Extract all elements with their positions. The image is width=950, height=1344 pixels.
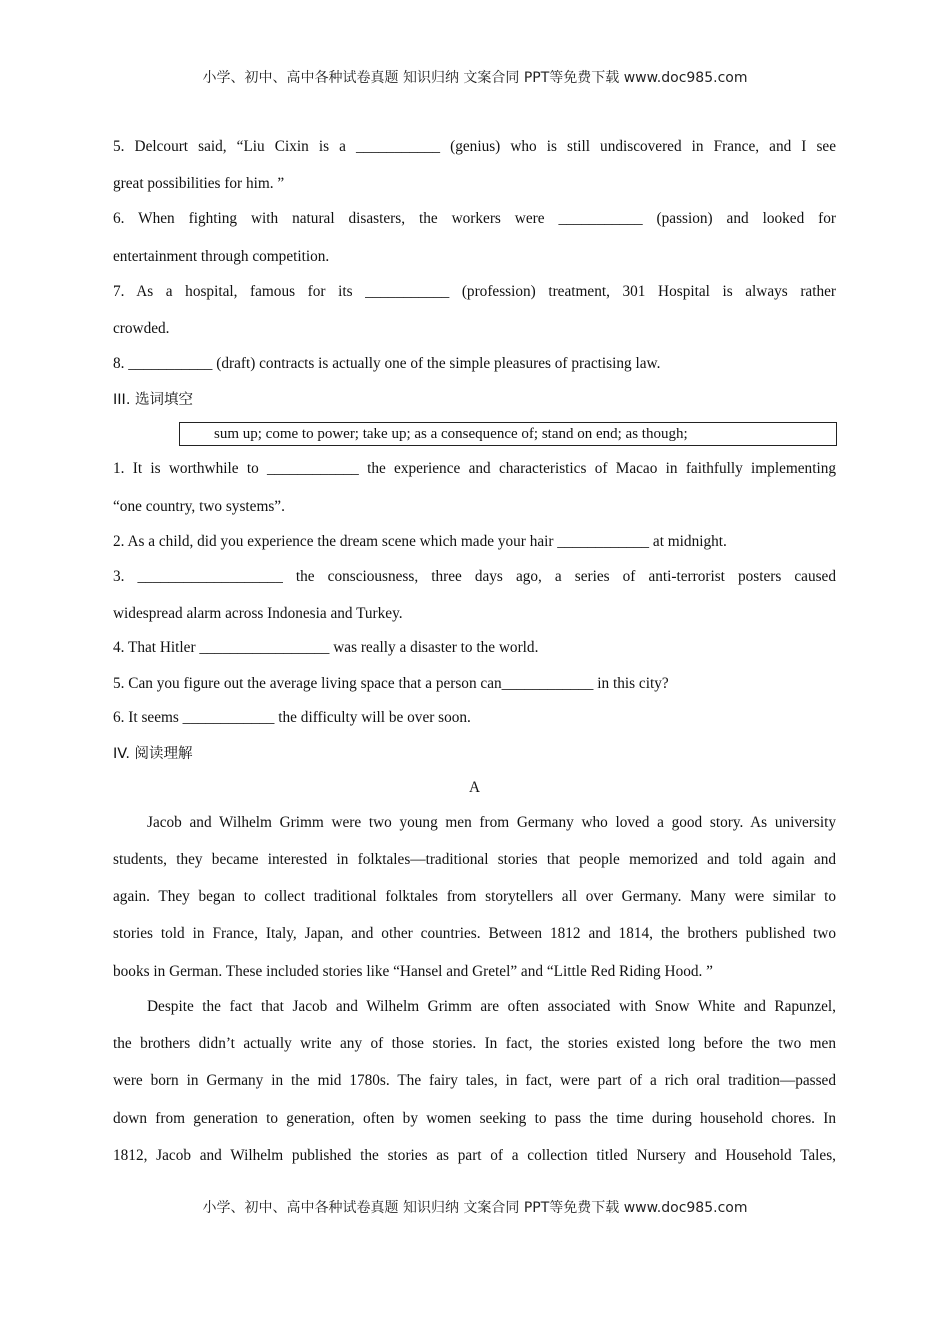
passage-line: the brothers didn’t actually write any of those stories. In fact, the stories existed long before the two men (113, 1035, 836, 1052)
passage-line: 1812, Jacob and Wilhelm published the stories as part of a collection titled Nursery and Household Tales, (113, 1147, 836, 1164)
word-box-text: sum up; come to power; take up; as a consequence of; stand on end; as though; (214, 426, 688, 442)
item-6-line: entertainment through competition. (113, 248, 330, 265)
passage-line: Despite the fact that Jacob and Wilhelm Grimm are often associated with Snow White and Rapunzel, (147, 998, 836, 1015)
item-6-line: 6. When fighting with natural disasters, the workers were ___________ (passion) and looked for (113, 210, 836, 227)
passage-line: down from generation to generation, often by women seeking to pass the time during household chores. In (113, 1110, 836, 1127)
s3-item-3-line: widespread alarm across Indonesia and Turkey. (113, 605, 403, 622)
item-7-line: crowded. (113, 320, 170, 337)
s3-item-5-line: 5. Can you figure out the average living space that a person can____________ in this city? (113, 675, 669, 692)
passage-line: students, they became interested in folktales—traditional stories that people memorized and told again and (113, 851, 836, 868)
section-4-heading: IV. 阅读理解 (113, 746, 193, 762)
item-5-line: great possibilities for him. ” (113, 175, 285, 192)
item-8-line: 8. ___________ (draft) contracts is actually one of the simple pleasures of practising law. (113, 355, 661, 372)
passage-line: Jacob and Wilhelm Grimm were two young men from Germany who loved a good story. As university (147, 814, 836, 831)
passage-line: again. They began to collect traditional folktales from storytellers all over Germany. Many were similar to (113, 888, 836, 905)
page-header: 小学、初中、高中各种试卷真题 知识归纳 文案合同 PPT等免费下载 www.doc985.com (202, 70, 748, 86)
s3-item-2-line: 2. As a child, did you experience the dream scene which made your hair ____________ at midnight. (113, 533, 727, 550)
s3-item-3-line: 3. ___________________ the consciousness, three days ago, a series of anti-terrorist posters caused (113, 568, 836, 585)
passage-line: stories told in France, Italy, Japan, and other countries. Between 1812 and 1814, the brothers published two (113, 925, 836, 942)
passage-line: books in German. These included stories like “Hansel and Gretel” and “Little Red Riding Hood. ” (113, 963, 713, 980)
section-3-heading: III. 选词填空 (113, 392, 194, 408)
s3-item-4-line: 4. That Hitler _________________ was really a disaster to the world. (113, 639, 539, 656)
passage-label: A (468, 779, 481, 796)
passage-line: were born in Germany in the mid 1780s. The fairy tales, in fact, were part of a rich oral tradition—passed (113, 1072, 836, 1089)
word-box (179, 422, 837, 446)
item-7-line: 7. As a hospital, famous for its ___________ (profession) treatment, 301 Hospital is always rather (113, 283, 836, 300)
s3-item-1-line: 1. It is worthwhile to ____________ the experience and characteristics of Macao in faithfully implementing (113, 460, 836, 477)
item-5-line: 5. Delcourt said, “Liu Cixin is a ___________ (genius) who is still undiscovered in France, and I see (113, 138, 836, 155)
s3-item-6-line: 6. It seems ____________ the difficulty will be over soon. (113, 709, 471, 726)
s3-item-1-line: “one country, two systems”. (113, 498, 285, 515)
page-footer: 小学、初中、高中各种试卷真题 知识归纳 文案合同 PPT等免费下载 www.doc985.com (202, 1200, 748, 1216)
